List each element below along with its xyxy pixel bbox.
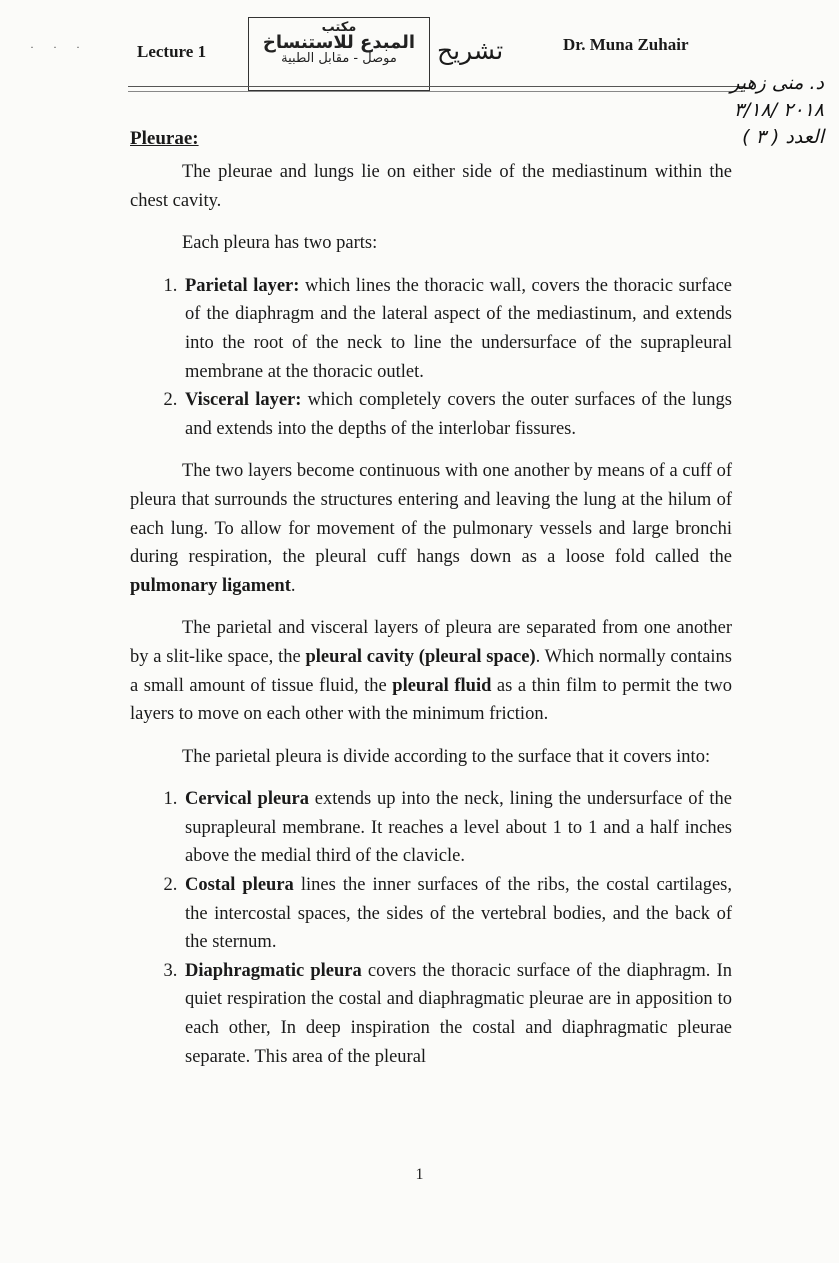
term: Costal pleura bbox=[185, 875, 294, 896]
term: Cervical pleura bbox=[185, 789, 309, 810]
section-heading: Pleurae: bbox=[130, 128, 199, 149]
lecture-label: Lecture 1 bbox=[137, 42, 207, 61]
term: pleural fluid bbox=[392, 675, 492, 696]
definition: which lines the thoracic wall, covers the thoracic surface of the diaphragm and the lateral aspect of the mediastinum, and extends into the root of the neck to line the undersurface of the suprapleural membrane at the thoracic outlet. bbox=[185, 275, 732, 382]
text: as a thin film to permit the two layers to move on each other with the minimum friction. bbox=[130, 675, 732, 725]
stamp-line-3: موصل - مقابل الطبية bbox=[281, 51, 397, 66]
divide-intro: The parietal pleura is divide according to the surface that it covers into: bbox=[182, 746, 711, 767]
definition: covers the thoracic surface of the diaphragm. In quiet respiration the costal and diaphragmatic pleurae are in apposition to each other, In deep inspiration the costal and diaphragmatic pleurae separate. This area of the pleural bbox=[185, 960, 732, 1067]
intro-paragraph: The pleurae and lungs lie on either side of the mediastinum within the chest cavity. bbox=[130, 162, 732, 211]
list-item bbox=[182, 957, 732, 1071]
handwritten-note bbox=[644, 70, 824, 151]
author-name: Dr. Muna Zuhair bbox=[563, 35, 689, 54]
stamp-line-2: المبدع للاستنساخ bbox=[262, 32, 416, 53]
subject-arabic: تشريح bbox=[437, 36, 504, 65]
page-number: 1 bbox=[415, 1166, 424, 1183]
term: pleural cavity (pleural space) bbox=[305, 646, 536, 667]
text: The two layers become continuous with one another by means of a cuff of pleura that surrounds the structures entering and leaving the lung at the hilum of each lung. To allow for movement of the pulmonary vessels and large bronchi during respiration, the pleural cuff hangs down as a loose fold called the bbox=[130, 461, 732, 568]
parts-list bbox=[130, 272, 732, 444]
stamp-line-1: مكتب bbox=[321, 20, 357, 35]
list-item bbox=[182, 871, 732, 957]
text: . bbox=[290, 575, 296, 596]
term: Diaphragmatic pleura bbox=[185, 960, 362, 981]
term: pulmonary ligament bbox=[130, 575, 291, 596]
handnote-line-3: العدد ( ٣ ) bbox=[742, 126, 824, 148]
list-item bbox=[182, 272, 732, 386]
body-text bbox=[130, 158, 732, 1071]
cavity-paragraph bbox=[130, 614, 732, 728]
handnote-line-1: د. منى زهير bbox=[730, 72, 824, 94]
scan-marks: · · · bbox=[30, 40, 88, 54]
copy-shop-stamp bbox=[248, 17, 430, 91]
definition: which completely covers the outer surfaces of the lungs and extends into the depths of the interlobar fissures. bbox=[185, 390, 732, 439]
text: . Which normally contains a small amount of tissue fluid, the bbox=[130, 646, 732, 696]
term: Parietal layer: bbox=[185, 275, 300, 296]
handnote-line-2: ٢٠١٨ /٣/١٨ bbox=[733, 99, 824, 121]
continuous-paragraph bbox=[130, 457, 732, 600]
list-item bbox=[182, 386, 732, 443]
definition: lines the inner surfaces of the ribs, the costal cartilages, the intercostal spaces, the sides of the vertebral bodies, and the back of the sternum. bbox=[185, 875, 733, 953]
parts-intro: Each pleura has two parts: bbox=[182, 233, 378, 254]
definition: extends up into the neck, lining the undersurface of the suprapleural membrane. It reaches a level about 1 to 1 and a half inches above the medial third of the clavicle. bbox=[185, 789, 732, 867]
term: Visceral layer: bbox=[185, 390, 302, 411]
divisions-list bbox=[130, 785, 732, 1071]
list-item bbox=[182, 785, 732, 871]
text: The parietal and visceral layers of pleura are separated from one another by a slit-like space, the bbox=[130, 618, 732, 667]
